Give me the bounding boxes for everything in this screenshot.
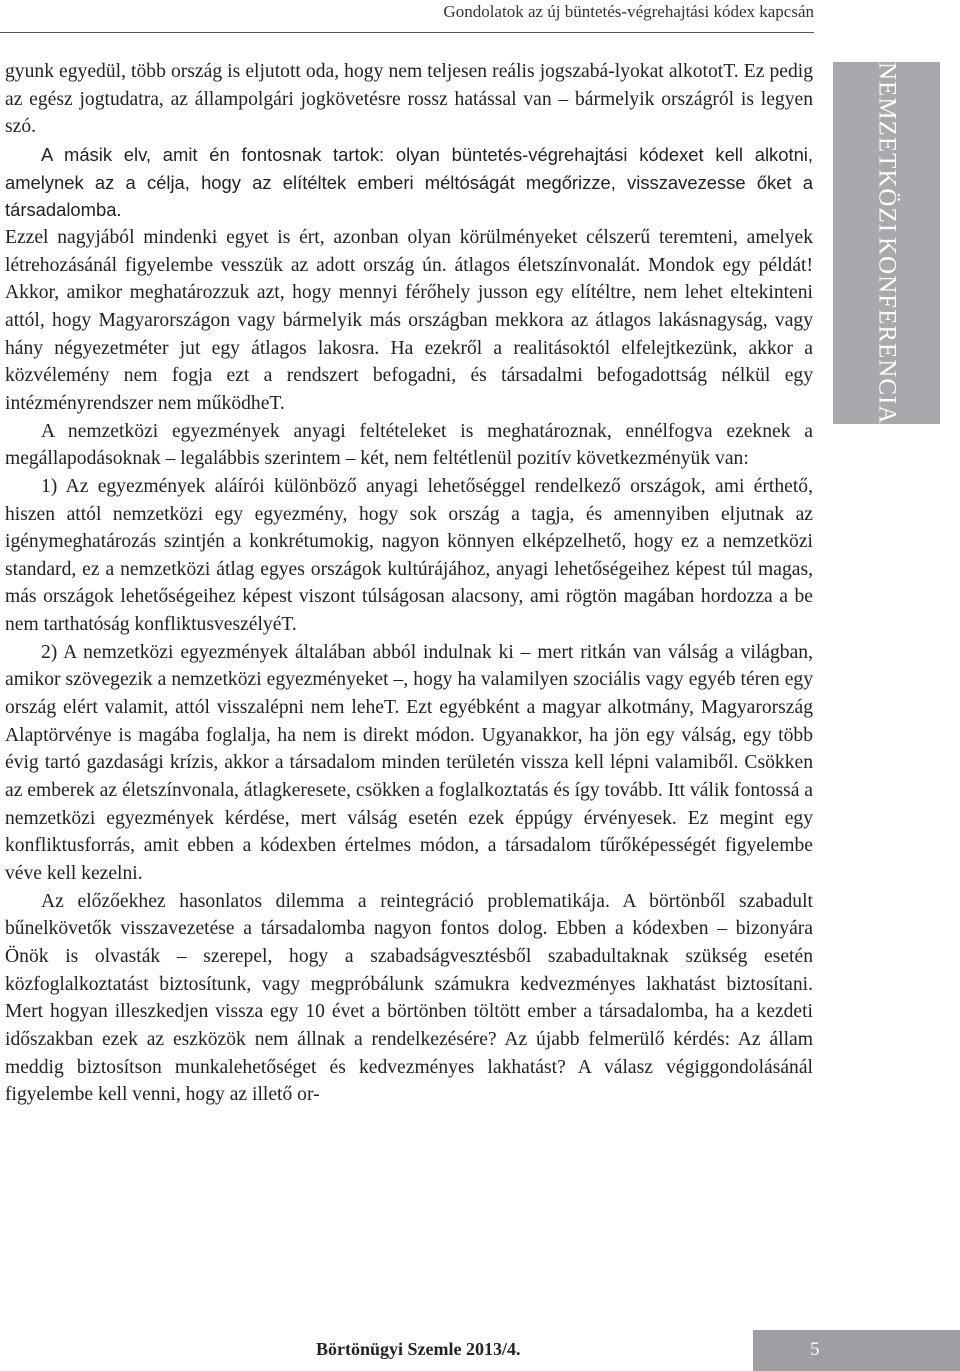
journal-title: Börtönügyi Szemle 2013/4.: [316, 1339, 521, 1359]
section-side-label-line1: NEMZETKÖZI: [873, 61, 901, 233]
section-side-label-line2: KONFERENCIA: [873, 236, 901, 425]
page-footer: [0, 1330, 960, 1371]
section-side-label: [833, 62, 940, 424]
paragraph-principle: A másik elv, amit én fontosnak tartok: olyan büntetés-végrehajtási kódexet kell alkotni, amelynek az a célja, hogy az elítéltek emberi méltóságát megőrizze, visszavezesse őket a társadalomba.: [5, 143, 813, 221]
paragraph-living-standard: Ezzel nagyjából mindenki egyet is ért, azonban olyan körülményeket célszerű teremteni, amelyek létrehozásánál figyelembe vesszük az adott ország ún. átlagos életszínvonalát. Mondok egy példát! Akkor, amikor meghatározzuk azt, hogy mennyi férőhely jusson egy elítéltre, nem lehet eltekinteni attól, hogy Magyarországon vagy bármelyik más országban mekkora az átlagos lakásnagyság, vagy hány négyezetméter jut egy átlagos lakosra. Ha ezekről a realitásoktól elfelejtkezünk, akkor a közvélemény nem fogja ezt a rendszert befogadni, és társadalmi befogadottság nélkül egy intézményrendszer nem működheT.: [5, 226, 813, 414]
running-title: Gondolatok az új büntetés-végrehajtási kódex kapcsán: [443, 2, 814, 21]
page-number-box: [753, 1330, 960, 1371]
article-body: [5, 58, 813, 1109]
section-side-tab: [833, 62, 940, 424]
paragraph-continuation: gyunk egyedül, több ország is eljutott oda, hogy nem teljesen reális jogszabá-lyokat alkototT. Ez pedig az egész jogtudatra, az állampolgári jogkövetésre rossz hatással van – bármelyik országról is legyen szó.: [5, 61, 813, 138]
paragraph-point-1: 1) Az egyezmények aláírói különböző anyagi lehetőséggel rendelkező országok, ami érthető, hiszen attól nemzetközi egy egyezmény, hogy sok ország a tagja, és amennyiben eljutnak az igénymeghatározás szintjén a konkrétumokig, nagyon könnyen elképzelhető, hogy ez a nemzetközi standard, ez a nemzetközi átlag egyes országok kultúrájához, anyagi lehetőségeihez képest túl magas, más országok lehetőségeihez képest viszont túlságosan alacsony, ami rögtön magában hordozza a be nem tarthatóság konfliktusveszélyéT.: [5, 475, 813, 636]
paragraph-international-agreements: A nemzetközi egyezmények anyagi feltételeket is meghatároznak, ennélfogva ezeknek a megállapodásoknak – legalábbis szerintem – két, nem feltétlenül pozitív következményük van:: [5, 420, 813, 470]
running-header: [0, 0, 814, 33]
paragraph-point-2: 2) A nemzetközi egyezmények általában abból indulnak ki – mert ritkán van válság a világban, amikor szövegezik a nemzetközi egyezményeket –, hogy ha valamilyen szociális vagy egyéb téren egy ország elért valamit, attól visszalépni nem leheT. Ezt egyébként a magyar alkotmány, Magyarország Alaptörvénye is magába foglalja, ha nem is direkt módon. Ugyanakkor, ha jön egy válság, egy több évig tartó gazdasági krízis, akkor a társadalom minden területén vissza kell lépni valamiből. Csökken az emberek az életszínvonala, átlagkeresete, csökken a foglalkoztatás és így tovább. Itt válik fontossá a nemzetközi egyezmények kérdése, mert válság esetén ezek éppúgy érvényesek. Ez megint egy konfliktusforrás, amit ebben a kódexben értelmes módon, a társadalom tűrőképességét figyelembe véve kell kezelni.: [5, 641, 813, 885]
page-number: 5: [810, 1339, 820, 1360]
paragraph-reintegration: Az előzőekhez hasonlatos dilemma a reintegráció problematikája. A börtönből szabadult bűnelkövetők visszavezetése a társadalomba nagyon fontos dolog. Ebben a kódexben – bizonyára Önök is olvasták – szerepel, hogy a szabadságvesztésből szabadultaknak szükség esetén közfoglalkoztatást biztosítunk, vagy megpróbálunk számukra kedvezményes lakhatást biztosítani. Mert hogyan illeszkedjen vissza egy 10 évet a börtönben töltött ember a társadalomba, ha a kezdeti időszakban ezek az eszközök nem állnak a rendelkezésére? Az újabb felmerülő kérdés: Az állam meddig biztosítson munkalehetőséget és kedvezményes lakhatást? A válasz végiggondolásánál figyelembe kell venni, hogy az illető or-: [5, 890, 813, 1106]
